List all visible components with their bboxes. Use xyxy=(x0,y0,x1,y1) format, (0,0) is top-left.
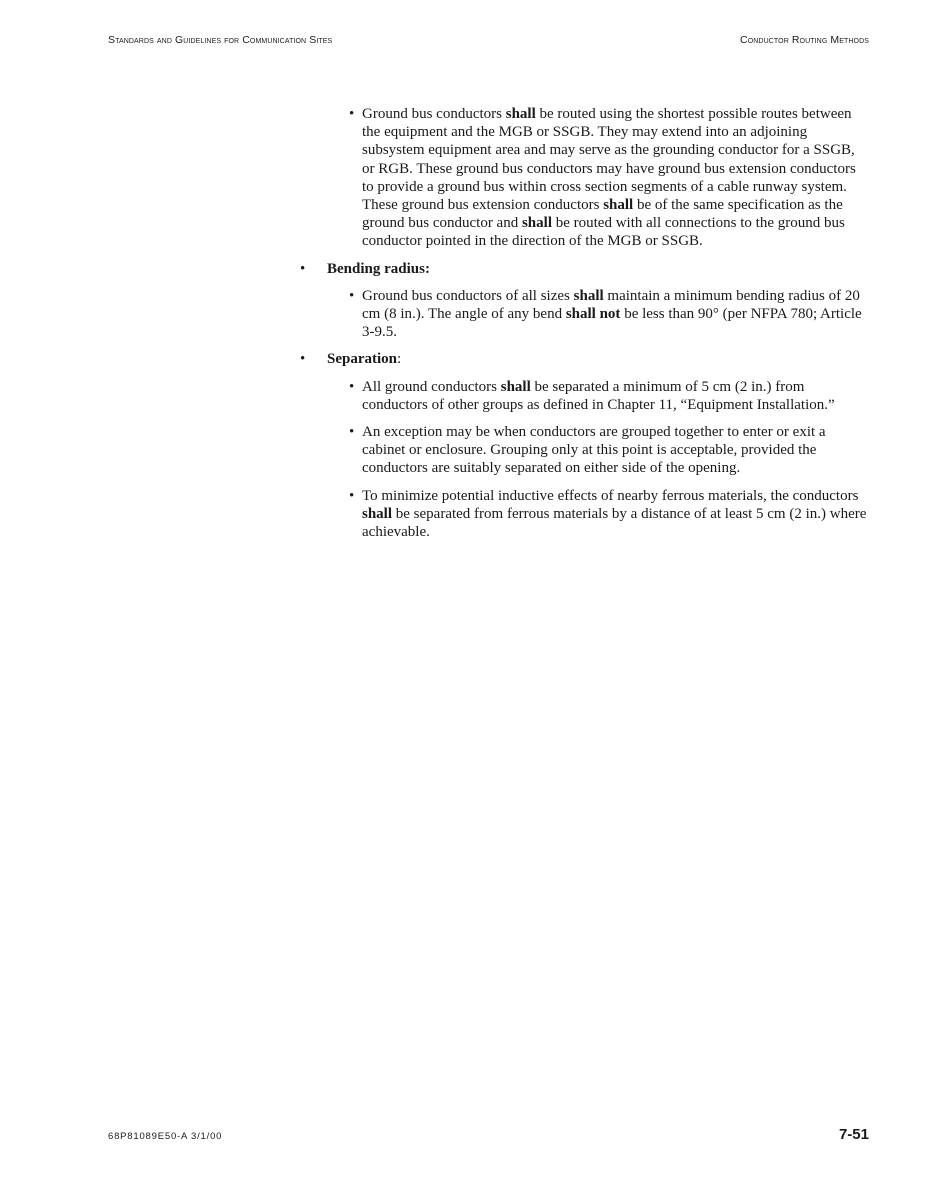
bullet: • xyxy=(349,424,355,441)
text-run: be less than 90° (per NFPA 780; Article 3-9.5. xyxy=(362,306,862,341)
separation-paragraph-2 xyxy=(349,423,870,478)
emphasis-shall: shall xyxy=(603,197,634,214)
emphasis-shall-not: shall not xyxy=(565,306,621,323)
document-id: 68P81089E50-A 3/1/00 xyxy=(108,1131,223,1142)
heading-colon: : xyxy=(397,351,402,368)
bullet: • xyxy=(349,487,355,504)
text-run: Ground bus conductors xyxy=(362,106,506,122)
bending-radius-paragraph xyxy=(349,287,870,342)
emphasis-shall: shall xyxy=(362,505,393,522)
text-run: be routed with all connections to the ground bus conductor pointed in the direction of the MGB or SSGB. xyxy=(362,215,845,250)
header-title-left: Standards and Guidelines for Communication Sites xyxy=(108,34,333,46)
text-run: be routed using the shortest possible routes between the equipment and the MGB or SSGB. They may extend into an adjoining subsystem equipment area and may serve as the grounding conductor for a SSGB, or RGB. These ground bus conductors may have ground bus extension conductors to provide a ground bus within cross section segments of a cable runway system. These ground bus extension conductors xyxy=(362,106,856,214)
document-body xyxy=(300,105,870,550)
text-run: An exception may be when conductors are grouped together to enter or exit a cabinet or enclosure. Grouping only at this point is acceptable, provided the conductors are suitably separated on either side of the opening. xyxy=(362,424,826,477)
text-run: be separated a minimum of 5 cm (2 in.) from conductors of other groups as defined in Chapter 11, “Equipment Installation.” xyxy=(362,378,835,413)
text-run: be separated from ferrous materials by a distance of at least 5 cm (2 in.) where achievable. xyxy=(362,505,867,541)
emphasis-shall: shall xyxy=(500,378,531,395)
bullet: • xyxy=(349,378,355,395)
ground-bus-routing-paragraph xyxy=(349,105,870,251)
separation-paragraph-3 xyxy=(349,487,870,542)
bullet: • xyxy=(300,260,306,277)
emphasis-shall: shall xyxy=(521,215,552,232)
heading-text: Bending radius: xyxy=(327,260,430,277)
separation-paragraph-1 xyxy=(349,378,870,414)
bending-radius-heading xyxy=(300,260,870,278)
emphasis-shall: shall xyxy=(573,287,604,304)
text-run: All ground conductors xyxy=(362,378,501,395)
page-number: 7-51 xyxy=(838,1126,869,1143)
text-run: be of the same specification as the ground bus conductor and xyxy=(362,197,843,232)
text-run: To minimize potential inductive effects of nearby ferrous materials, the conductors xyxy=(362,487,859,504)
heading-text: Separation xyxy=(327,351,398,368)
text-run: Ground bus conductors of all sizes xyxy=(362,287,574,304)
bullet: • xyxy=(349,287,355,304)
header-title-right: Conductor Routing Methods xyxy=(740,34,869,46)
separation-heading xyxy=(300,350,870,368)
bullet: • xyxy=(300,351,306,368)
emphasis-shall: shall xyxy=(505,106,536,122)
bullet: • xyxy=(349,106,355,122)
page-header xyxy=(108,34,869,50)
text-run: maintain a minimum bending radius of 20 cm (8 in.). The angle of any bend xyxy=(362,287,860,323)
